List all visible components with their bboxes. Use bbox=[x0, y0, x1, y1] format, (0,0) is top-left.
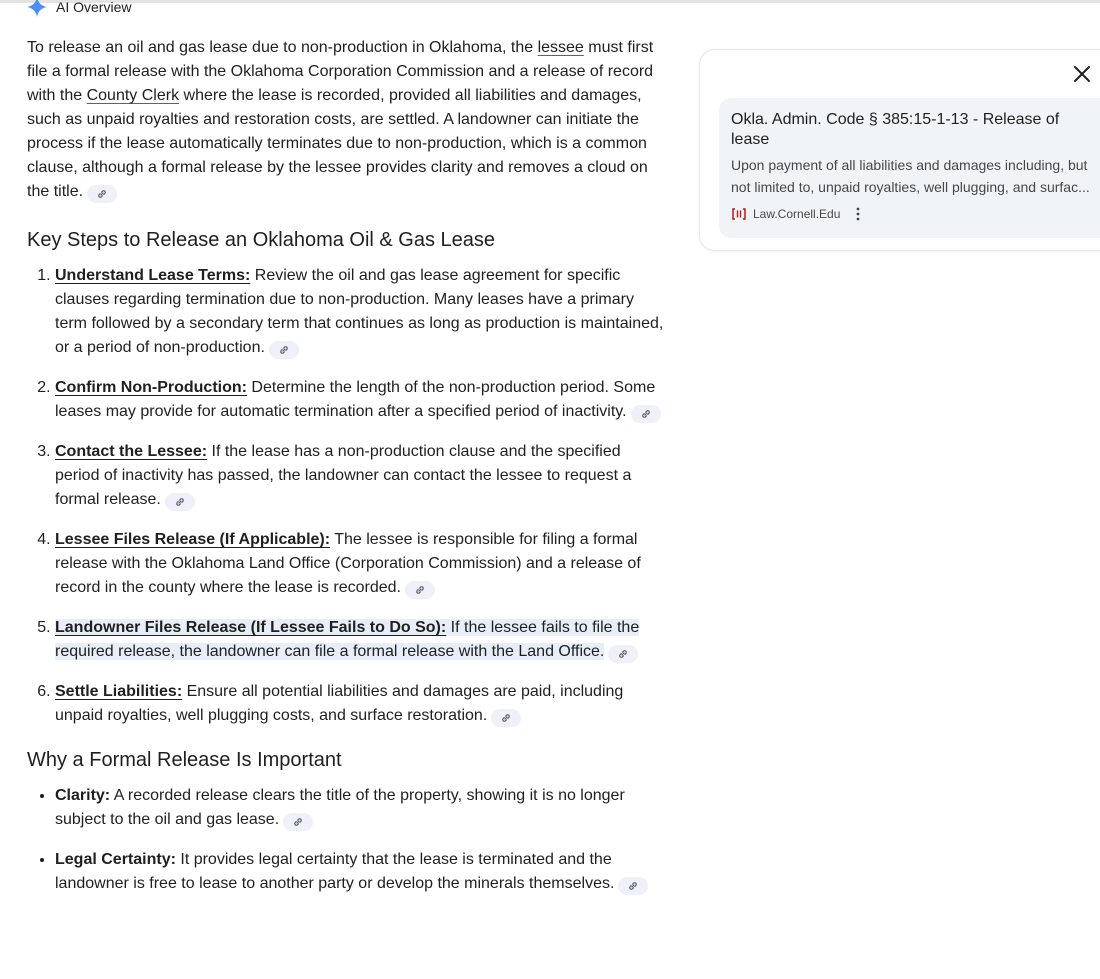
list-item: • Legal Certainty: It provides legal certainty that the lease is terminated and the landowner is free to lease to another party or develop the minerals themselves. bbox=[55, 848, 667, 896]
intro-paragraph: To release an oil and gas lease due to non-production in Oklahoma, the lessee must first file a formal release with the Oklahoma Corporation Commission and a release of record with the County Clerk where the lease is recorded, provided all liabilities and damages, such as unpaid royalties and restoration costs, are settled. A landowner can initiate the process if the lease automatically terminates due to non-production, which is a common clause, although a formal release by the lessee provides clarity and removes a cloud on the title. bbox=[27, 36, 667, 204]
why-list bbox=[27, 784, 667, 896]
link-icon bbox=[175, 497, 185, 507]
source-domain: Law.Cornell.Edu bbox=[753, 207, 841, 221]
list-item: 2. Confirm Non-Production: Determine the length of the non-production period. Some leases may provide for automatic termination after a specified period of inactivity. bbox=[55, 376, 667, 424]
list-item: • Clarity: A recorded release clears the title of the property, showing it is no longer subject to the oil and gas lease. bbox=[55, 784, 667, 832]
link-icon bbox=[279, 345, 289, 355]
citation-link-button[interactable] bbox=[405, 581, 435, 599]
step-term-link[interactable]: Settle Liabilities: bbox=[55, 683, 183, 700]
link-icon bbox=[293, 817, 303, 827]
source-card[interactable] bbox=[719, 98, 1100, 238]
why-term: Clarity: bbox=[55, 787, 111, 804]
step-term-link[interactable]: Contact the Lessee: bbox=[55, 443, 208, 460]
sparkle-icon bbox=[27, 0, 47, 17]
step-term-link[interactable]: Confirm Non-Production: bbox=[55, 379, 247, 396]
citation-link-button[interactable] bbox=[491, 709, 521, 727]
citation-link-button[interactable] bbox=[608, 645, 638, 663]
source-card-title[interactable]: Okla. Admin. Code § 385:15-1-13 - Release of lease bbox=[731, 111, 1060, 148]
close-icon[interactable] bbox=[1072, 64, 1092, 84]
link-icon bbox=[415, 585, 425, 595]
county-clerk-link[interactable]: County Clerk bbox=[86, 87, 180, 104]
link-icon bbox=[618, 649, 628, 659]
citation-link-button[interactable] bbox=[283, 813, 313, 831]
citation-link-button[interactable] bbox=[618, 877, 648, 895]
source-card-snippet: Upon payment of all liabilities and damages including, but not limited to, unpaid royalties, well plugging, and surfac... bbox=[731, 157, 1090, 195]
link-icon bbox=[641, 409, 651, 419]
why-term: Legal Certainty: bbox=[55, 851, 176, 868]
highlighted-text: Landowner Files Release (If Lessee Fails to Do So): If the lessee fails to file the required release, the landowner can file a formal release with the Land Office. bbox=[55, 619, 640, 660]
lessee-link[interactable]: lessee bbox=[537, 39, 584, 56]
list-item: 6. Settle Liabilities: Ensure all potential liabilities and damages are paid, including unpaid royalties, well plugging costs, and surface restoration. bbox=[55, 680, 667, 728]
ai-overview-title: AI Overview bbox=[56, 0, 132, 15]
link-icon bbox=[628, 881, 638, 891]
steps-heading: Key Steps to Release an Oklahoma Oil & Gas Lease bbox=[27, 229, 496, 251]
citation-link-button[interactable] bbox=[269, 341, 299, 359]
step-term-link[interactable]: Lessee Files Release (If Applicable): bbox=[55, 531, 331, 548]
more-vert-icon[interactable] bbox=[850, 206, 866, 222]
steps-list bbox=[27, 264, 667, 728]
list-item-highlighted bbox=[55, 616, 667, 664]
why-heading: Why a Formal Release Is Important bbox=[27, 749, 342, 771]
citation-link-button[interactable] bbox=[631, 405, 661, 423]
link-icon bbox=[501, 713, 511, 723]
source-card-footer bbox=[731, 206, 866, 222]
step-term-link[interactable]: Landowner Files Release (If Lessee Fails to Do So): bbox=[55, 619, 447, 636]
overview-content bbox=[27, 36, 667, 896]
citation-link-button[interactable] bbox=[165, 493, 195, 511]
list-item: 4. Lessee Files Release (If Applicable): The lessee is responsible for filing a formal release with the Oklahoma Land Office (Corporation Commission) and a release of record in the county where the lease is recorded. bbox=[55, 528, 667, 600]
cornell-law-favicon-icon bbox=[731, 207, 747, 221]
ai-overview-header bbox=[27, 0, 131, 18]
citation-link-button[interactable] bbox=[87, 185, 117, 203]
step-term-link[interactable]: Understand Lease Terms: bbox=[55, 267, 251, 284]
top-divider bbox=[0, 0, 1100, 3]
link-icon bbox=[97, 189, 107, 199]
list-item: 3. Contact the Lessee: If the lease has a non-production clause and the specified period of inactivity has passed, the landowner can contact the lessee to request a formal release. bbox=[55, 440, 667, 512]
list-item: 1. Understand Lease Terms: Review the oil and gas lease agreement for specific clauses regarding termination due to non-production. Many leases have a primary term followed by a secondary term that continues as long as production is maintained, or a period of non-production. bbox=[55, 264, 667, 360]
